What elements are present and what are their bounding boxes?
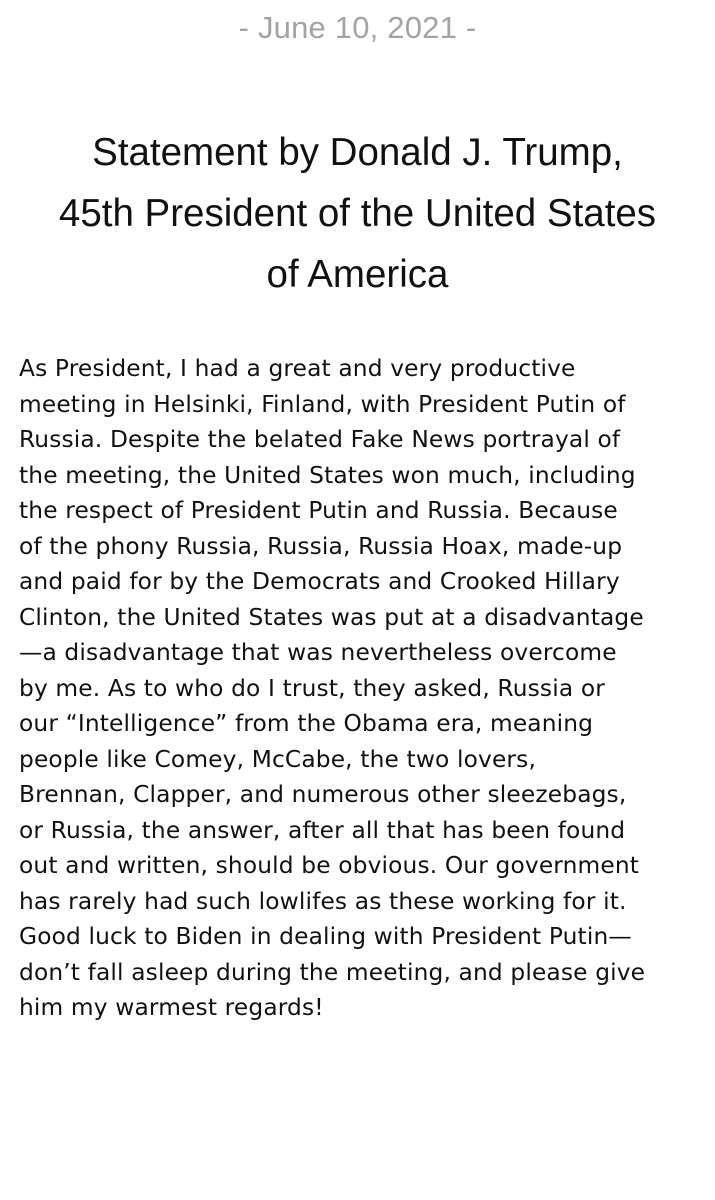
title-line: of America <box>266 253 449 296</box>
body-line: Good luck to Biden in dealing with President Putin— <box>19 923 632 950</box>
body-line: —a disadvantage that was nevertheless overcome <box>19 639 617 666</box>
body-line: Brennan, Clapper, and numerous other sleezebags, <box>19 781 627 808</box>
body-line: don’t fall asleep during the meeting, and please give <box>19 958 646 986</box>
statement-body <box>19 351 703 1026</box>
body-line: of the phony Russia, Russia, Russia Hoax, made-up <box>19 532 623 560</box>
body-line: meeting in Helsinki, Finland, with President Putin of <box>19 390 626 418</box>
statement-title <box>20 122 695 305</box>
body-line: out and written, should be obvious. Our government <box>19 852 640 879</box>
body-line: people like Comey, McCabe, the two lovers, <box>19 745 536 773</box>
body-line: our “Intelligence” from the Obama era, meaning <box>19 710 594 737</box>
title-line: 45th President of the United States <box>58 192 657 235</box>
body-line: has rarely had such lowlifes as these working for it. <box>19 887 627 915</box>
body-line: him my warmest regards! <box>19 994 324 1021</box>
title-line: Statement by Donald J. Trump, <box>92 131 623 174</box>
statement-date: - June 10, 2021 - <box>238 10 477 45</box>
body-line: and paid for by the Democrats and Crooked Hillary <box>19 568 620 595</box>
body-line: Russia. Despite the belated Fake News portrayal of <box>19 426 621 453</box>
body-line: by me. As to who do I trust, they asked, Russia or <box>19 674 605 702</box>
body-line: the meeting, the United States won much, including <box>19 461 636 489</box>
body-line: As President, I had a great and very productive <box>19 355 576 382</box>
body-line: the respect of President Putin and Russia. Because <box>19 497 618 524</box>
body-line: or Russia, the answer, after all that has been found <box>19 816 626 844</box>
body-line: Clinton, the United States was put at a disadvantage <box>19 603 644 631</box>
